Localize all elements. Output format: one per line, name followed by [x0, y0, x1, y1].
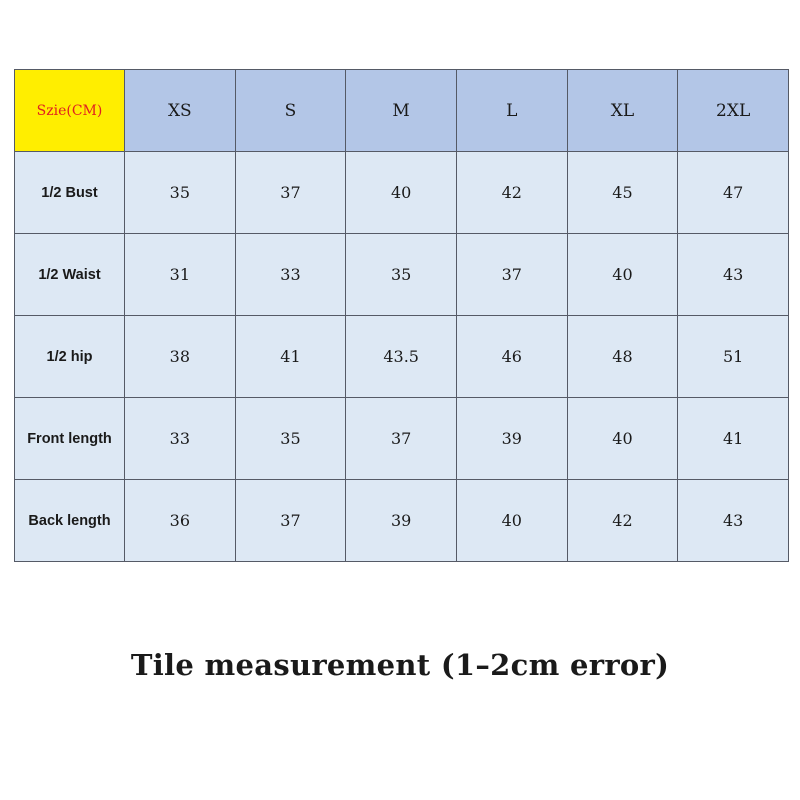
- measurement-value-cell: 51: [678, 316, 789, 398]
- table-row: [15, 152, 789, 234]
- size-header-cell: XL: [567, 70, 678, 152]
- measurement-value-cell: 40: [346, 152, 457, 234]
- measurement-value-cell: 45: [567, 152, 678, 234]
- size-header-cell: L: [456, 70, 567, 152]
- measurement-value-cell: 41: [678, 398, 789, 480]
- measurement-value-cell: 43.5: [346, 316, 457, 398]
- measurement-value-cell: 42: [567, 480, 678, 562]
- measurement-label-cell: Back length: [15, 480, 125, 562]
- measurement-label-cell: Front length: [15, 398, 125, 480]
- measurement-value-cell: 37: [456, 234, 567, 316]
- measurement-value-cell: 41: [235, 316, 346, 398]
- size-chart-body: [15, 70, 789, 562]
- measurement-value-cell: 35: [125, 152, 236, 234]
- measurement-value-cell: 35: [235, 398, 346, 480]
- measurement-value-cell: 31: [125, 234, 236, 316]
- header-row: [15, 70, 789, 152]
- measurement-value-cell: 43: [678, 234, 789, 316]
- table-row: [15, 316, 789, 398]
- size-header-cell: M: [346, 70, 457, 152]
- measurement-value-cell: 47: [678, 152, 789, 234]
- measurement-value-cell: 33: [125, 398, 236, 480]
- table-row: [15, 480, 789, 562]
- measurement-value-cell: 40: [456, 480, 567, 562]
- measurement-label-cell: 1/2 Bust: [15, 152, 125, 234]
- measurement-value-cell: 40: [567, 398, 678, 480]
- measurement-value-cell: 38: [125, 316, 236, 398]
- measurement-value-cell: 37: [235, 152, 346, 234]
- table-row: [15, 234, 789, 316]
- size-chart-table: [14, 69, 789, 562]
- measurement-value-cell: 36: [125, 480, 236, 562]
- measurement-value-cell: 39: [346, 480, 457, 562]
- measurement-value-cell: 37: [235, 480, 346, 562]
- measurement-label-cell: 1/2 Waist: [15, 234, 125, 316]
- measurement-label-cell: 1/2 hip: [15, 316, 125, 398]
- size-header-cell: S: [235, 70, 346, 152]
- measurement-value-cell: 42: [456, 152, 567, 234]
- table-row: [15, 398, 789, 480]
- measurement-value-cell: 37: [346, 398, 457, 480]
- measurement-value-cell: 39: [456, 398, 567, 480]
- measurement-value-cell: 40: [567, 234, 678, 316]
- size-unit-corner-cell: Szie(CM): [15, 70, 125, 152]
- measurement-value-cell: 48: [567, 316, 678, 398]
- size-header-cell: 2XL: [678, 70, 789, 152]
- size-header-cell: XS: [125, 70, 236, 152]
- measurement-value-cell: 35: [346, 234, 457, 316]
- measurement-caption: Tile measurement (1–2cm error): [130, 648, 670, 682]
- measurement-value-cell: 46: [456, 316, 567, 398]
- measurement-value-cell: 33: [235, 234, 346, 316]
- measurement-value-cell: 43: [678, 480, 789, 562]
